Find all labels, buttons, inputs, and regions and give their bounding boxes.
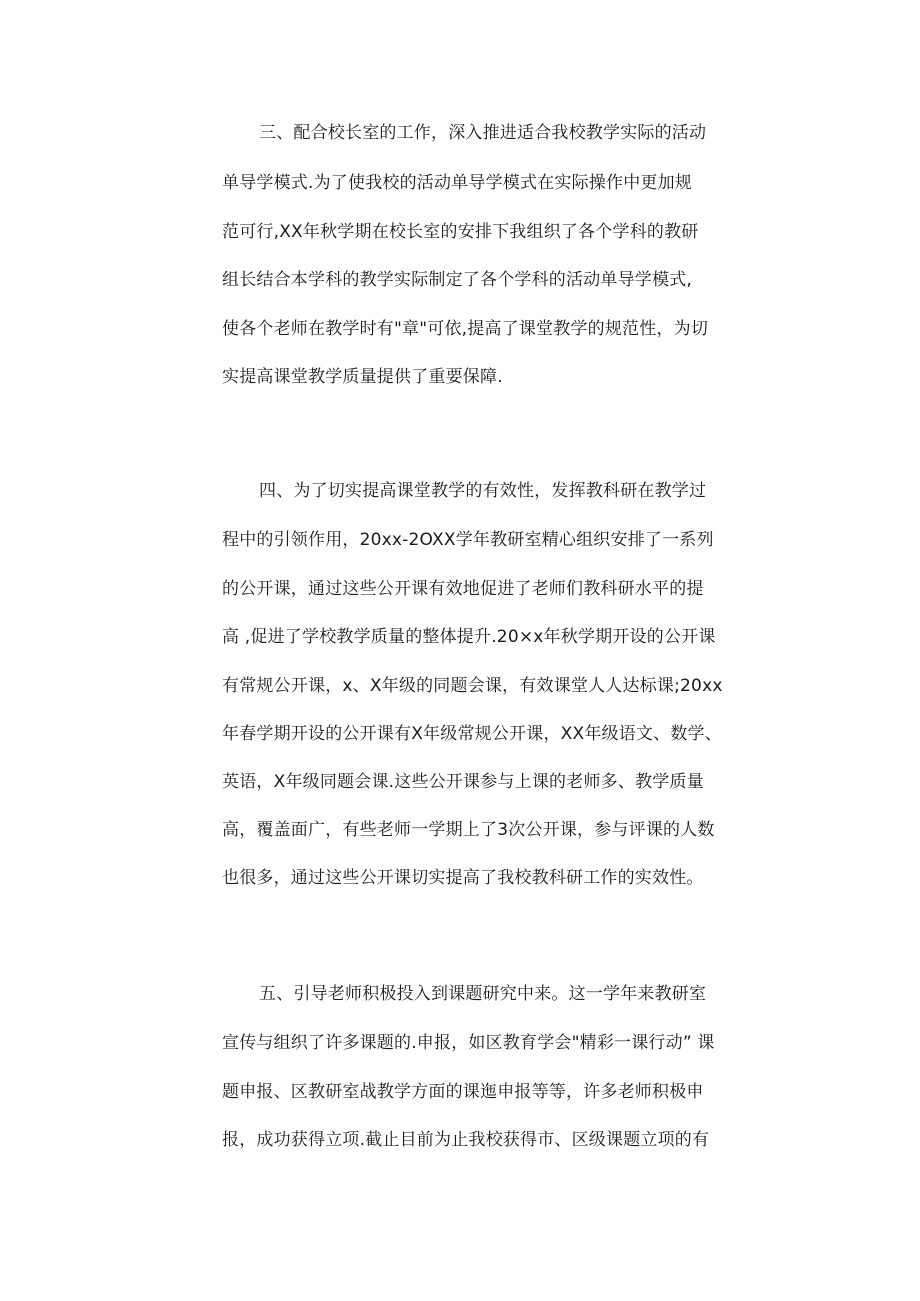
paragraph-3-line-1: 三、配合校长室的工作，深入推进适合我校教学实际的活动 bbox=[259, 123, 707, 143]
paragraph-5-line-4: 报，成功获得立项.截止目前为止我校获得市、区级课题立项的有 bbox=[222, 1130, 710, 1150]
paragraph-4-line-5: 有常规公开课，x、X年级的同题会课，有效课堂人人达标课;20xx bbox=[222, 676, 723, 696]
paragraph-3-line-2: 单导学模式.为了使我校的活动单导学模式在实际操作中更加规 bbox=[222, 173, 693, 193]
paragraph-4-line-8: 高，覆盖面广，有些老师一学期上了3次公开课，参与评课的人数 bbox=[222, 820, 715, 840]
paragraph-3-line-6: 实提高课堂教学质量提供了重要保障. bbox=[222, 367, 503, 387]
paragraph-4-line-7: 英语，X年级同题会课.这些公开课参与上课的老师多、教学质量 bbox=[222, 772, 704, 792]
paragraph-4-line-3: 的公开课，通过这些公开课有效地促进了老师们教科研水平的提 bbox=[222, 579, 704, 599]
paragraph-3-line-4: 组长结合本学科的教学实际制定了各个学科的活动单导学模式, bbox=[222, 270, 693, 290]
paragraph-4-line-4: 高 ,促进了学校教学质量的整体提升.20×x年秋学期开设的公开课 bbox=[222, 627, 716, 647]
paragraph-3-line-3: 范可行,XX年秋学期在校长室的安排下我组织了各个学科的教研 bbox=[222, 222, 699, 242]
paragraph-4-line-1: 四、为了切实提高课堂教学的有效性，发挥教科研在教学过 bbox=[259, 481, 707, 501]
paragraph-5-line-2: 宣传与组织了许多课题的.申报，如区教育学会"精彩一课行动” 课 bbox=[222, 1033, 715, 1053]
paragraph-4-line-6: 年春学期开设的公开课有X年级常规公开课，XX年级语文、数学、 bbox=[222, 724, 722, 744]
paragraph-4-line-2: 程中的引领作用，20xx-2OXX学年教研室精心组织安排了一系列 bbox=[222, 530, 714, 550]
paragraph-3-line-5: 使各个老师在教学时有"章"可依,提高了课堂教学的规范性，为切 bbox=[222, 319, 709, 339]
paragraph-4-line-9: 也很多，通过这些公开课切实提高了我校教科研工作的实效性。 bbox=[222, 868, 704, 888]
paragraph-5-line-1: 五、引导老师积极投入到课题研究中来。这一学年来教研室 bbox=[259, 984, 707, 1004]
paragraph-5-line-3: 题申报、区教研室战教学方面的课迤申报等等，许多老师积极申 bbox=[222, 1082, 704, 1102]
